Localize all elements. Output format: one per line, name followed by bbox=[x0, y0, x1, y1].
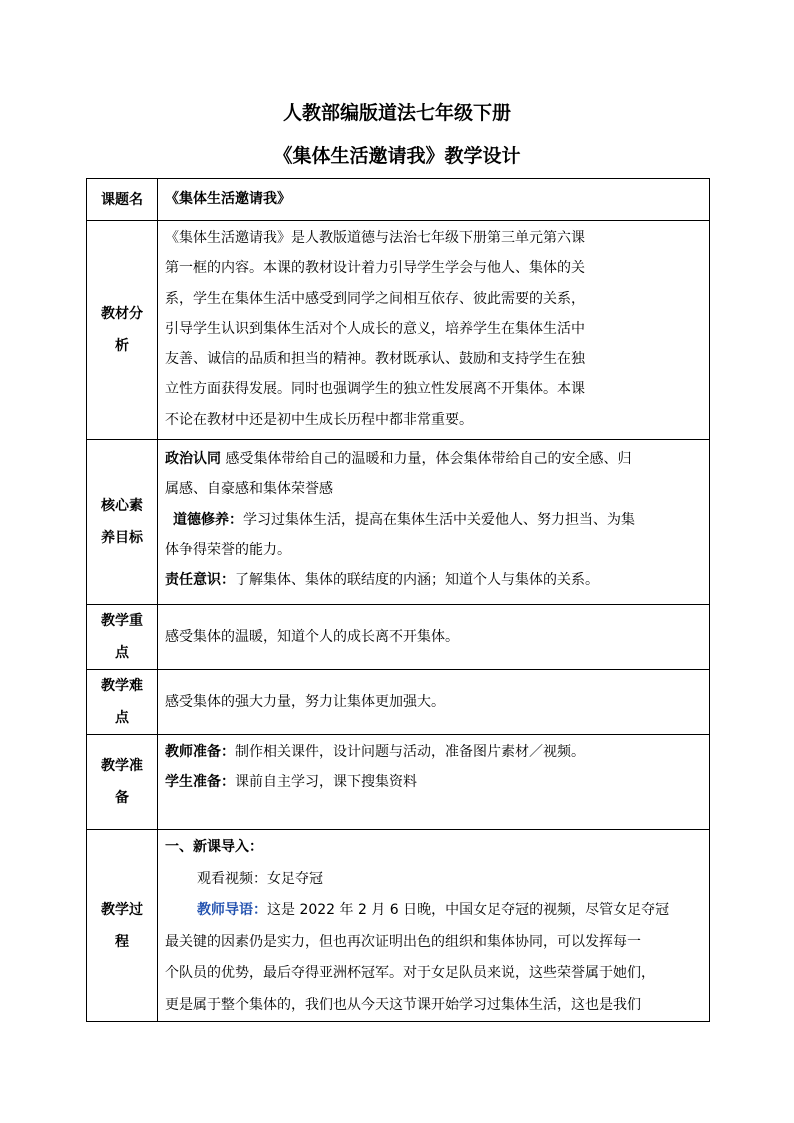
political-heading: 政治认同 bbox=[165, 451, 221, 467]
lead-text-cont: 个队员的优势，最后夺得亚洲杯冠军。对于女足队员来说，这些荣誉属于她们， bbox=[165, 965, 655, 981]
process-text bbox=[158, 830, 710, 1022]
label-preparation: 教学准 备 bbox=[87, 735, 158, 830]
moral-text: 学习过集体生活，提高在集体生活中关爱他人、努力担当、为集 bbox=[243, 511, 635, 528]
lesson-plan-table bbox=[86, 178, 710, 1022]
analysis-line: 《集体生活邀请我》是人教版道德与法治七年级下册第三单元第六课 bbox=[165, 230, 585, 246]
student-prep-heading: 学生准备： bbox=[165, 774, 235, 791]
document-subtitle: 《集体生活邀请我》教学设计 bbox=[273, 145, 521, 167]
responsibility-text: 了解集体、集体的联结度的内涵；知道个人与集体的关系。 bbox=[235, 572, 599, 589]
teacher-lead-heading: 教师导语： bbox=[197, 902, 267, 918]
moral-heading: 道德修养： bbox=[173, 511, 243, 528]
label-analysis: 教材分 析 bbox=[87, 221, 158, 440]
analysis-line: 系，学生在集体生活中感受到同学之间相互依存、彼此需要的关系， bbox=[165, 290, 585, 307]
student-prep-text: 课前自主学习，课下搜集资料 bbox=[235, 774, 417, 791]
difficulty-text: 感受集体的强大力量，努力让集体更加强大。 bbox=[158, 670, 710, 735]
row-difficulty bbox=[87, 670, 710, 735]
teacher-prep-heading: 教师准备： bbox=[165, 744, 235, 760]
teacher-prep-text: 制作相关课件，设计问题与活动，准备图片素材／视频。 bbox=[235, 744, 585, 760]
row-preparation bbox=[87, 735, 710, 830]
political-text: 感受集体带给自己的温暖和力量，体会集体带给自己的安全感、归 bbox=[225, 451, 632, 467]
label-process: 教学过 程 bbox=[87, 830, 158, 1022]
analysis-line: 第一框的内容。本课的教材设计着力引导学生学会与他人、集体的关 bbox=[165, 260, 585, 277]
label-topic: 课题名 bbox=[87, 179, 158, 221]
row-literacy-goals bbox=[87, 440, 710, 605]
video-line: 观看视频：女足夺冠 bbox=[197, 870, 323, 887]
analysis-line: 立性方面获得发展。同时也强调学生的独立性发展离不开集体。本课 bbox=[165, 381, 585, 398]
row-analysis bbox=[87, 221, 710, 440]
lead-text-cont: 更是属于整个集体的，我们也从今天这节课开始学习过集体生活，这也是我们 bbox=[165, 996, 641, 1013]
responsibility-heading: 责任意识： bbox=[165, 572, 235, 589]
row-topic bbox=[87, 179, 710, 221]
row-key-point bbox=[87, 605, 710, 670]
row-process bbox=[87, 830, 710, 1022]
moral-text-cont: 体争得荣誉的能力。 bbox=[165, 541, 291, 558]
document-title: 人教部编版道法七年级下册 bbox=[282, 102, 511, 124]
label-literacy-goals: 核心素 养目标 bbox=[87, 440, 158, 605]
preparation-text bbox=[158, 735, 710, 830]
analysis-text bbox=[158, 221, 710, 440]
topic-value: 《集体生活邀请我》 bbox=[165, 191, 291, 208]
key-point-text: 感受集体的温暖，知道个人的成长离不开集体。 bbox=[158, 605, 710, 670]
analysis-line: 引导学生认识到集体生活对个人成长的意义，培养学生在集体生活中 bbox=[165, 320, 585, 337]
lead-text: 这是 2022 年 2 月 6 日晚，中国女足夺冠的视频，尽管女足夺冠 bbox=[267, 902, 670, 918]
lead-text-cont: 最关键的因素仍是实力，但也再次证明出色的组织和集体协同，可以发挥每一 bbox=[165, 933, 641, 950]
section-heading: 一、新课导入： bbox=[165, 839, 263, 855]
political-text-cont: 属感、自豪感和集体荣誉感 bbox=[165, 481, 333, 498]
analysis-line: 友善、诚信的品质和担当的精神。教材既承认、鼓励和支持学生在独 bbox=[165, 351, 585, 368]
literacy-goals-text bbox=[158, 440, 710, 605]
label-key-point: 教学重 点 bbox=[87, 605, 158, 670]
label-difficulty: 教学难 点 bbox=[87, 670, 158, 735]
analysis-line: 不论在教材中还是初中生成长历程中都非常重要。 bbox=[165, 411, 473, 428]
